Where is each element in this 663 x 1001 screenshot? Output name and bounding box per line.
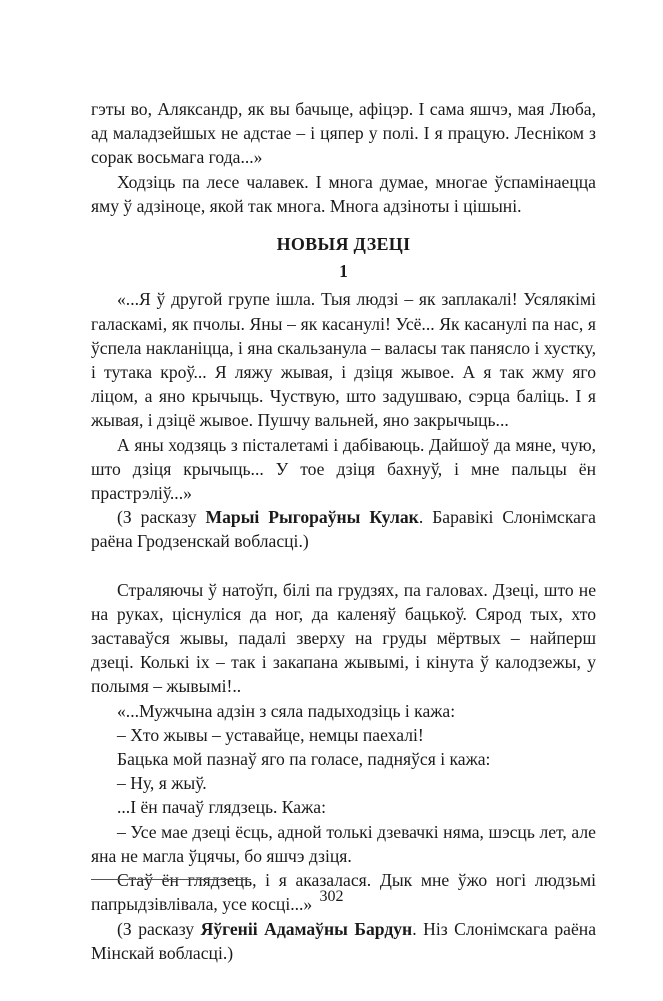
citation-suffix: . Ніз Слонімскага раёна Мінскай вобласці.) [91,918,597,963]
paragraph: ...І ён пачаў глядзець. Кажа: [117,797,326,818]
source-citation [91,917,596,965]
paragraph: – Ну, я жыў. [117,773,207,794]
citation-name: Яўгеніі Адамаўны Бардун [200,918,413,939]
citation-prefix: (З расказу [117,918,201,939]
paragraph: Бацька мой пазнаў яго па голасе, падняўся і кажа: [117,749,491,770]
paragraph: Страляючы ў натоўп, білі па грудзях, па галовах. Дзеці, што не на руках, ціснуліся да ног, да каленяў бацькоў. Сярод тых, хто заставаўся жывы, падалі зверху на груды мёртвых – найперш дзеці. Колькі іх – так і закапана жывымі, і кінута ў калодзежы, у полымя – жывымі!.. [91,579,596,697]
source-citation [91,505,596,553]
section-number: 1 [339,261,348,282]
paragraph: Стаў ён глядзець, і я аказалася. Дык мне ўжо ногі людзьмі папрыдзівлівала, усе косці...» [91,870,596,915]
paragraph: «...Я ў другой групе ішла. Тыя людзі – як заплакалі! Усялякімі галаскамі, як пчолы. Яны – як касанулі! Усё... Як касанулі па нас, я ўспела накланіцца, і яна скальзанула – валасы так панясло і хустку, і тутака кроў... Я ляжу жывая, і дзіця жывое. А я так жму яго ліцом, а яно крычыць. Чуствую, што задушваю, сэрца баліць. І я жывая, і дзіцё жывое. Пушчу вальней, яно закрычыць... [91,289,596,431]
page-body [91,97,596,965]
paragraph: Ходзіць па лесе чалавек. І многа думае, многае ўспамінаецца яму ў адзіноце, якой так многа. Многа адзіноты і цішыні. [91,171,596,216]
citation-name: Марыі Рыгораўны Кулак [205,507,419,528]
citation-prefix: (З расказу [117,507,206,528]
citation-suffix: . Баравікі Слонімскага раёна Гродзенскай вобласці.) [91,507,596,552]
chapter-title: НОВЫЯ ДЗЕЦІ [276,234,411,255]
footer-divider [91,879,251,880]
paragraph: А яны ходзяць з пісталетамі і дабіваюць. Дайшоў да мяне, чую, што дзіця крычыць... У тое дзіця бахнуў, і мне пальцы ён прастрэліў...» [91,434,596,504]
section-gap [91,554,596,578]
paragraph: – Усе мае дзеці ёсць, адной толькі дзевачкі няма, шэсць лет, але яна не магла ўцячы, бо яшчэ дзіця. [91,821,596,866]
paragraph: «...Мужчына адзін з сяла падыходзіць і кажа: [117,700,456,721]
page-number: 302 [319,888,344,905]
paragraph: гэты во, Аляксандр, як вы бачыце, афіцэр. І сама яшчэ, мая Люба, ад маладзейшых не адстае – і цяпер у полі. І я працую. Лесніком з сорак восьмага года...» [91,99,596,168]
paragraph: – Хто жывы – уставайце, немцы паехалі! [117,724,424,745]
